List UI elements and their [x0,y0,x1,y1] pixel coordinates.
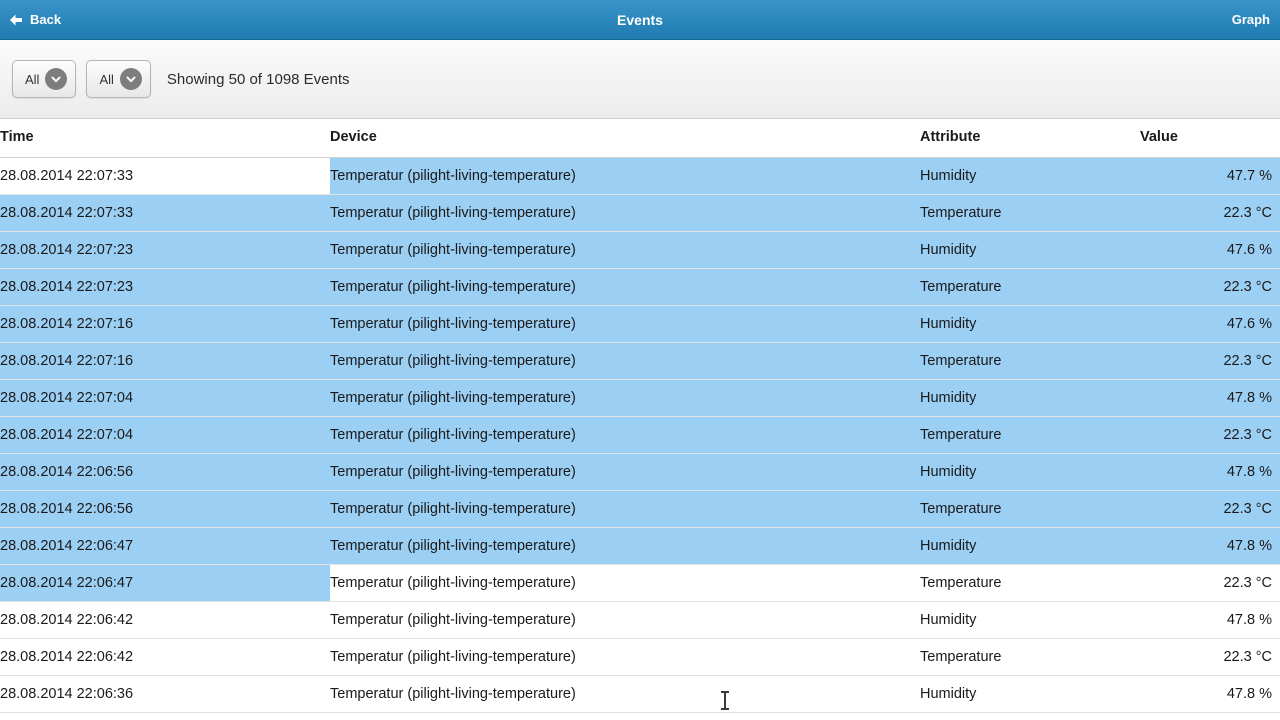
cell-time: 28.08.2014 22:06:42 [0,602,330,639]
cell-time: 28.08.2014 22:06:56 [0,454,330,491]
cell-value: 22.3 °C [1140,639,1280,676]
cell-time: 28.08.2014 22:07:16 [0,306,330,343]
cell-value: 47.8 % [1140,454,1280,491]
cell-time: 28.08.2014 22:06:56 [0,491,330,528]
cell-attribute: Humidity [920,602,1140,639]
cell-attribute: Humidity [920,528,1140,565]
cell-attribute: Humidity [920,232,1140,269]
cell-time: 28.08.2014 22:06:47 [0,565,330,602]
chevron-down-icon [120,68,142,90]
cell-time: 28.08.2014 22:07:23 [0,269,330,306]
back-button-label: Back [30,12,62,27]
events-table-body [0,158,1280,713]
cell-device: Temperatur (pilight-living-temperature) [330,306,920,343]
cell-device: Temperatur (pilight-living-temperature) [330,232,920,269]
cell-value: 22.3 °C [1140,491,1280,528]
cell-device: Temperatur (pilight-living-temperature) [330,454,920,491]
table-row[interactable] [0,269,1280,306]
events-table-container[interactable] [0,119,1280,720]
cell-device: Temperatur (pilight-living-temperature) [330,676,920,713]
table-row[interactable] [0,232,1280,269]
cell-device: Temperatur (pilight-living-temperature) [330,269,920,306]
cell-time: 28.08.2014 22:07:16 [0,343,330,380]
cell-value: 22.3 °C [1140,417,1280,454]
cell-device: Temperatur (pilight-living-temperature) [330,491,920,528]
table-row[interactable] [0,417,1280,454]
column-header-attribute[interactable]: Attribute [920,119,1140,158]
cell-value: 22.3 °C [1140,343,1280,380]
cell-time: 28.08.2014 22:07:04 [0,380,330,417]
page-title: Events [617,11,663,28]
cell-attribute: Temperature [920,491,1140,528]
cell-attribute: Temperature [920,639,1140,676]
table-row[interactable] [0,306,1280,343]
cell-value: 22.3 °C [1140,565,1280,602]
cell-value: 47.8 % [1140,380,1280,417]
top-navigation-bar [0,0,1280,40]
cell-time: 28.08.2014 22:07:33 [0,158,330,195]
cell-attribute: Humidity [920,158,1140,195]
cell-value: 47.7 % [1140,158,1280,195]
cell-device: Temperatur (pilight-living-temperature) [330,528,920,565]
chevron-down-icon [45,68,67,90]
cell-device: Temperatur (pilight-living-temperature) [330,158,920,195]
table-row[interactable] [0,491,1280,528]
cell-time: 28.08.2014 22:06:47 [0,528,330,565]
cell-device: Temperatur (pilight-living-temperature) [330,417,920,454]
cell-value: 47.6 % [1140,306,1280,343]
filter-toolbar [0,40,1280,119]
cell-device: Temperatur (pilight-living-temperature) [330,343,920,380]
cell-time: 28.08.2014 22:06:42 [0,639,330,676]
text-cursor-icon [724,691,726,710]
cell-attribute: Temperature [920,417,1140,454]
cell-value: 47.8 % [1140,602,1280,639]
cell-attribute: Temperature [920,269,1140,306]
device-filter-select[interactable] [12,60,76,98]
cell-attribute: Temperature [920,343,1140,380]
table-row[interactable] [0,195,1280,232]
back-arrow-icon [8,12,24,28]
cell-attribute: Humidity [920,454,1140,491]
cell-attribute: Temperature [920,195,1140,232]
cell-attribute: Humidity [920,676,1140,713]
table-row[interactable] [0,639,1280,676]
table-row[interactable] [0,565,1280,602]
column-header-device[interactable]: Device [330,119,920,158]
attribute-filter-select[interactable] [86,60,150,98]
table-row[interactable] [0,676,1280,713]
table-row[interactable] [0,343,1280,380]
table-header-row [0,119,1280,158]
results-count-label: Showing 50 of 1098 Events [166,70,350,88]
table-row[interactable] [0,380,1280,417]
cell-value: 47.6 % [1140,232,1280,269]
cell-value: 22.3 °C [1140,269,1280,306]
cell-device: Temperatur (pilight-living-temperature) [330,602,920,639]
cell-value: 47.8 % [1140,528,1280,565]
cell-time: 28.08.2014 22:07:23 [0,232,330,269]
table-row[interactable] [0,158,1280,195]
graph-button[interactable]: Graph [1231,12,1270,27]
cell-attribute: Humidity [920,380,1140,417]
table-row[interactable] [0,528,1280,565]
cell-time: 28.08.2014 22:07:33 [0,195,330,232]
cell-time: 28.08.2014 22:07:04 [0,417,330,454]
table-row[interactable] [0,602,1280,639]
table-row[interactable] [0,454,1280,491]
cell-attribute: Humidity [920,306,1140,343]
device-filter-label: All [25,71,40,87]
cell-time: 28.08.2014 22:06:36 [0,676,330,713]
cell-attribute: Temperature [920,565,1140,602]
column-header-value[interactable]: Value [1140,119,1280,158]
back-button[interactable] [0,0,71,40]
cell-device: Temperatur (pilight-living-temperature) [330,195,920,232]
cell-value: 22.3 °C [1140,195,1280,232]
cell-device: Temperatur (pilight-living-temperature) [330,565,920,602]
cell-device: Temperatur (pilight-living-temperature) [330,639,920,676]
cell-value: 47.8 % [1140,676,1280,713]
attribute-filter-label: All [99,71,114,87]
cell-device: Temperatur (pilight-living-temperature) [330,380,920,417]
column-header-time[interactable]: Time [0,119,330,158]
events-table [0,119,1280,713]
